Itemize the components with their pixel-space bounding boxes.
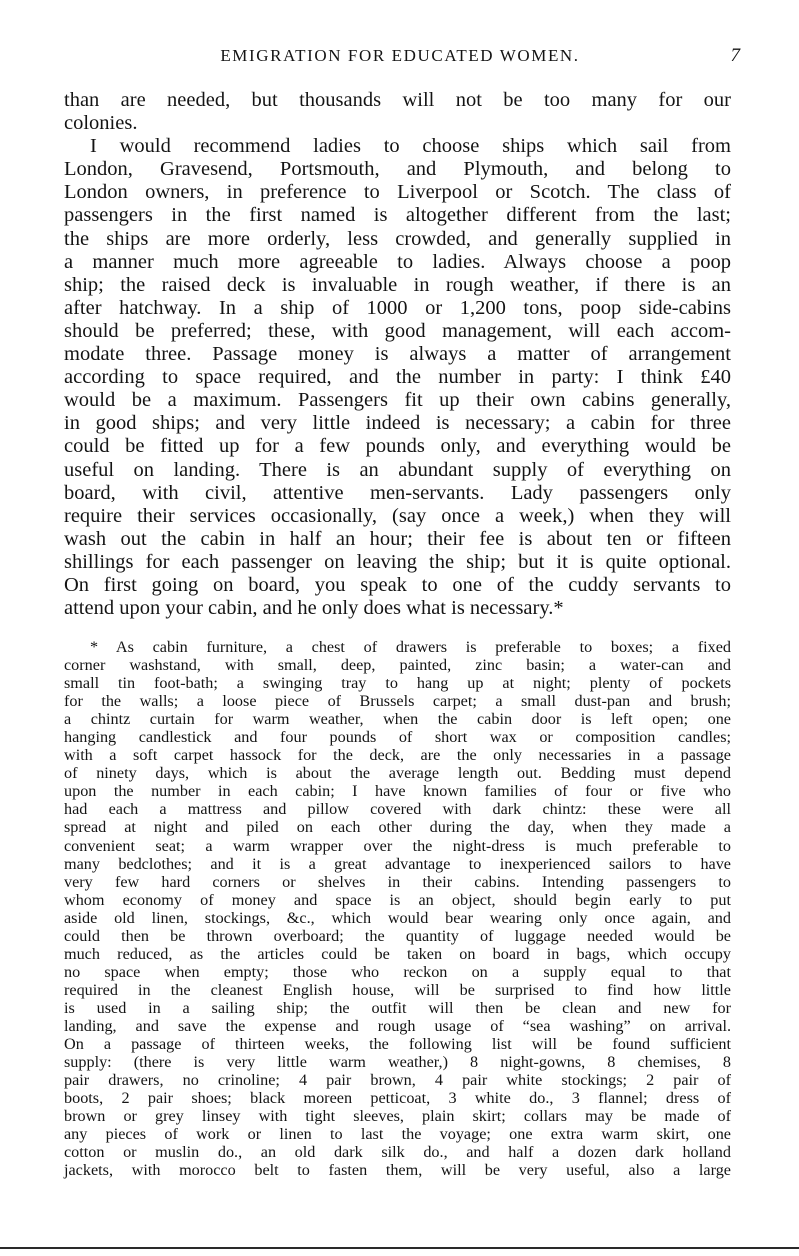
text-line: a manner much more agreeable to ladies. Always choose a poop xyxy=(64,250,731,273)
text-line: On first going on board, you speak to one of the cuddy servants to xyxy=(64,573,731,596)
footnote-line: required in the cleanest English house, will be surprised to find how little xyxy=(64,980,731,999)
footnote-line: spread at night and piled on each other during the day, when they made a xyxy=(64,818,731,837)
text-line: attend upon your cabin, and he only does what is necessary.* xyxy=(64,597,564,620)
footnote-line: no space when empty; those who reckon on a supply equal to that xyxy=(64,962,731,981)
footnote-line: had each a mattress and pillow covered with dark chintz: these were all xyxy=(64,800,731,819)
text-line: modate three. Passage money is always a matter of arrangement xyxy=(64,343,731,366)
text-line: useful on landing. There is an abundant supply of everything on xyxy=(64,458,731,481)
footnote-line: with a soft carpet hassock for the deck, are the only necessaries in a passage xyxy=(64,746,731,765)
text-line: the ships are more orderly, less crowded, and generally supplied in xyxy=(64,227,731,250)
text-line: London owners, in preference to Liverpool or Scotch. The class of xyxy=(64,181,731,204)
footnote-line: aside old linen, stockings, &c., which would bear wearing only once again, and xyxy=(64,908,731,927)
text-line: require their services occasionally, (say once a week,) when they will xyxy=(64,504,731,527)
text-line: ship; the raised deck is invaluable in rough weather, if there is an xyxy=(64,273,731,296)
footnote-line: landing, and save the expense and rough usage of “sea washing” on arrival. xyxy=(64,1016,731,1035)
footnote-line: many bedclothes; and it is a great advantage to inexperienced sailors to have xyxy=(64,854,731,873)
text-line: than are needed, but thousands will not be too many for our xyxy=(64,89,731,111)
text-line: London, Gravesend, Portsmouth, and Plymouth, and belong to xyxy=(64,158,731,181)
main-text xyxy=(64,89,731,620)
text-line: I would recommend ladies to choose ships which sail from xyxy=(90,135,731,158)
footnote xyxy=(64,638,731,1179)
footnote-line: for the walls; a loose piece of Brussels carpet; a small dust-pan and brush; xyxy=(64,692,731,711)
footnote-line: corner washstand, with small, deep, painted, zinc basin; a water-can and xyxy=(64,656,731,675)
footnote-line: a chintz curtain for warm weather, when the cabin door is left open; one xyxy=(64,710,731,729)
footnote-line: upon the number in each cabin; I have known families of four or five who xyxy=(64,782,731,801)
text-line: after hatchway. In a ship of 1000 or 1,200 tons, poop side-cabins xyxy=(64,296,731,319)
text-line: in good ships; and very little indeed is necessary; a cabin for three xyxy=(64,412,731,435)
footnote-line: cotton or muslin do., an old dark silk do., and half a dozen dark holland xyxy=(64,1143,731,1162)
footnote-line: convenient seat; a warm wrapper over the night-dress is much preferable to xyxy=(64,836,731,855)
footnote-line: supply: (there is very little warm weather,) 8 night-gowns, 8 chemises, 8 xyxy=(64,1053,731,1072)
footnote-line: hanging candlestick and four pounds of short wax or composition candles; xyxy=(64,728,731,747)
text-line: colonies. xyxy=(64,112,138,135)
text-line: could be fitted up for a few pounds only, and everything would be xyxy=(64,435,731,458)
page-edge-rule xyxy=(0,1247,799,1249)
footnote-line: pair drawers, no crinoline; 4 pair brown, 4 pair white stockings; 2 pair of xyxy=(64,1071,731,1090)
footnote-line: On a passage of thirteen weeks, the following list will be found sufficient xyxy=(64,1035,731,1054)
footnote-line: any pieces of work or linen to last the voyage; one extra warm skirt, one xyxy=(64,1125,731,1144)
text-line: passengers in the first named is altogether different from the last; xyxy=(64,204,731,227)
footnote-line: brown or grey linsey with tight sleeves, plain skirt; collars may be made of xyxy=(64,1107,731,1126)
text-line: shillings for each passenger on leaving the ship; but it is quite optional. xyxy=(64,550,731,573)
footnote-line: much reduced, as the articles could be taken on board in bags, which occupy xyxy=(64,944,731,963)
footnote-line: whom economy of money and space is an object, should begin early to put xyxy=(64,890,731,909)
text-line: board, with civil, attentive men-servants. Lady passengers only xyxy=(64,481,731,504)
running-title: EMIGRATION FOR EDUCATED WOMEN. xyxy=(220,46,580,65)
text-line: would be a maximum. Passengers fit up their own cabins generally, xyxy=(64,389,731,412)
footnote-line: jackets, with morocco belt to fasten them, will be very useful, also a large xyxy=(64,1161,731,1180)
footnote-line: boots, 2 pair shoes; black moreen petticoat, 3 white do., 3 flannel; dress of xyxy=(64,1089,731,1108)
text-line: according to space required, and the number in party: I think £40 xyxy=(64,366,731,389)
footnote-line: could then be thrown overboard; the quantity of luggage needed would be xyxy=(64,926,731,945)
running-head xyxy=(60,44,740,68)
footnote-line: is used in a sailing ship; the outfit will then be clean and new for xyxy=(64,998,731,1017)
text-line: should be preferred; these, with good management, will each accom- xyxy=(64,319,731,342)
footnote-line: very few hard corners or shelves in their cabins. Intending passengers to xyxy=(64,872,731,891)
footnote-line: small tin foot-bath; a swinging tray to hang up at night; plenty of pockets xyxy=(64,674,731,693)
footnote-line: * As cabin furniture, a chest of drawers is preferable to boxes; a fixed xyxy=(90,638,731,656)
footnote-line: of ninety days, which is about the average length out. Bedding must depend xyxy=(64,764,731,783)
page-number: 7 xyxy=(730,45,740,66)
text-line: wash out the cabin in half an hour; their fee is about ten or fifteen xyxy=(64,527,731,550)
